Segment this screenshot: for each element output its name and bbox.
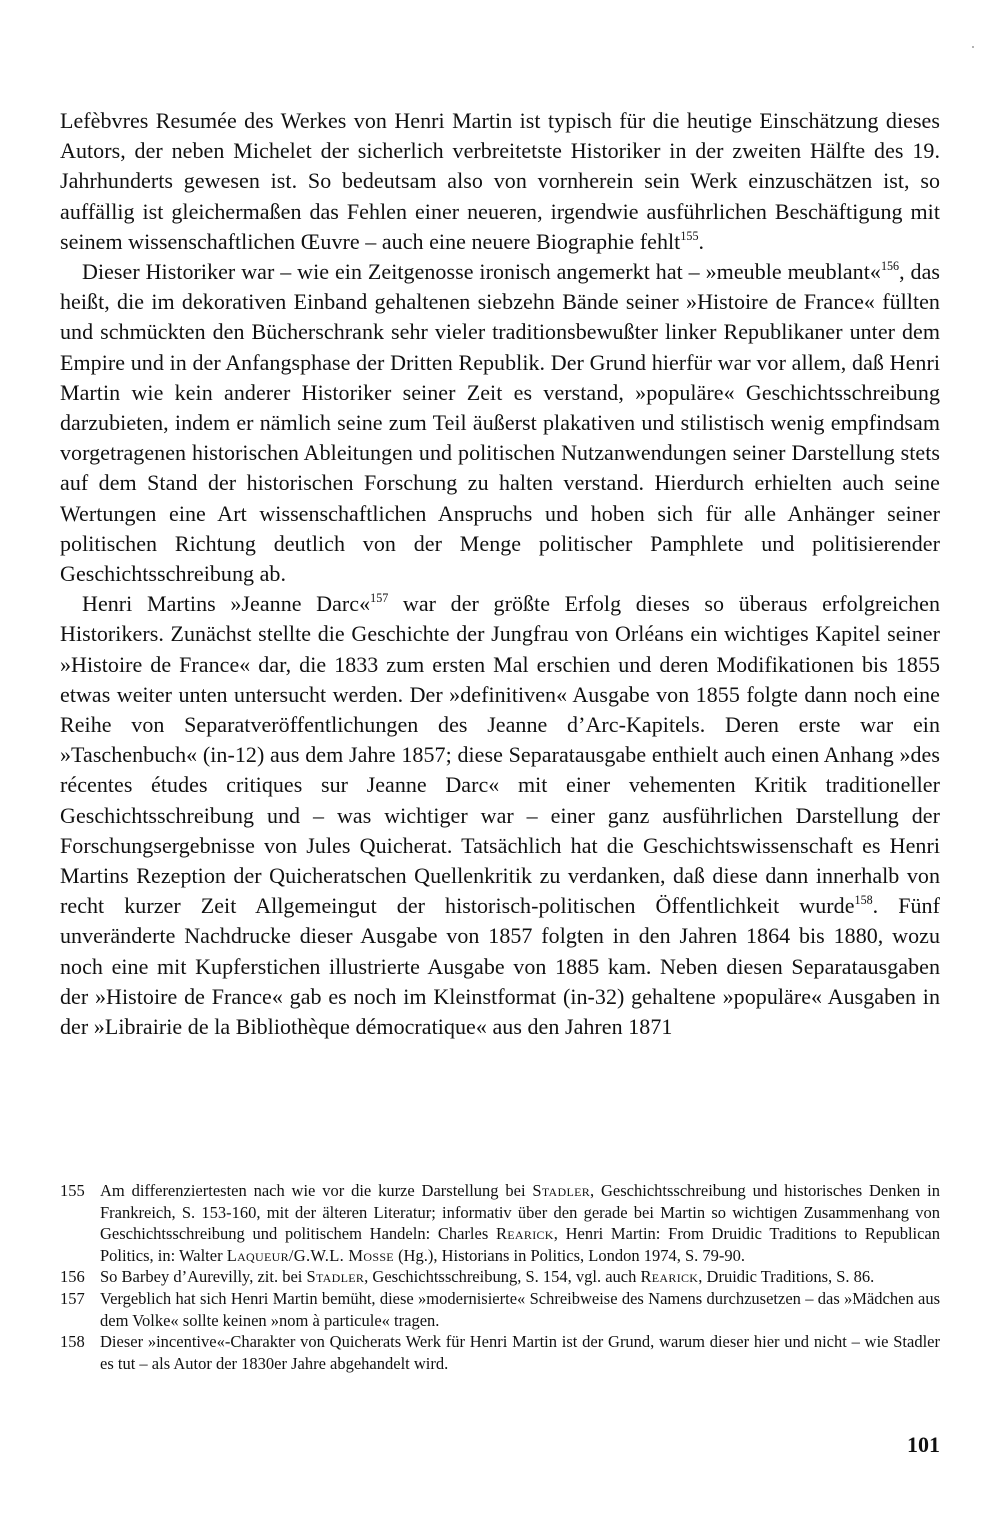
footnote-number: 156 bbox=[60, 1267, 85, 1287]
footnote-text bbox=[100, 1266, 940, 1288]
paragraph bbox=[60, 106, 940, 257]
text-run: , Geschichtsschreibung und historisches Denken in Frankreich, S. 153-160, mit der älteren Literatur; informativ über den gerade bei Martin so wichtigen Zusammenhang von Geschichtsschreibung und politischem Handeln: Charles bbox=[100, 1181, 940, 1244]
footnote-number: 155 bbox=[60, 1181, 85, 1200]
text-run: , Druidic Traditions, S. 86. bbox=[698, 1267, 875, 1287]
footnote-ref-158[interactable]: 158 bbox=[854, 893, 873, 908]
text-run: war der größte Erfolg dieses so überaus erfolgreichen Historikers. Zunächst stellte die Geschichte der Jungfrau von Orléans ein wichtiges Kapitel seiner »Histoire de France« dar, die 1833 zum ersten Mal erschien und deren Modifikationen bis 1855 etwas weiter unten untersucht werden. Der »definitiven« Ausgabe von 1855 folgte dann noch eine Reihe von Separatveröffentlichungen des Jeanne d’Arc-Kapitels. Deren erste war ein »Taschenbuch« (in-12) aus dem Jahre 1857; diese Separatausgabe enthielt auch einen Anhang »des récentes études critiques sur Jeanne Darc« mit einer vehementen Kritik traditioneller Geschichtsschreibung und – was wichtiger war – einer ganz ausführlichen Darstellung der Forschungsergebnisse von Jules Quicherat. Tatsächlich hat die Geschichtswissenschaft es Henri Martins Rezeption der Quicheratschen Quellenkritik zu verdanken, daß diese dann innerhalb von recht kurzer Zeit Allgemeingut der historisch-politischen Öffentlichkeit wurde bbox=[60, 591, 940, 919]
text-run: Am differenziertesten nach wie vor die kurze Darstellung bei bbox=[100, 1181, 533, 1200]
scan-speck bbox=[972, 46, 974, 48]
footnote-ref-155[interactable]: 155 bbox=[680, 228, 699, 243]
text-run: . Fünf unveränderte Nachdrucke dieser Ausgabe von 1857 folgten in den Jahren 1864 bis 1880, wozu noch eine mit Kupferstichen illustrierte Ausgabe von 1885 kam. Neben diesen Separatausgaben der »Histoire de France« gab es noch im Kleinstformat (in-32) gehaltene »populäre« Ausgaben in der »Librairie de la Bibliothèque démocratique« aus den Jahren 1871 bbox=[60, 893, 940, 1040]
text-run: , das heißt, die im dekorativen Einband gehaltenen siebzehn Bände seiner »Histoire de France« füllten und schmückten den Bücherschrank sehr vieler traditionsbewußter linker Republikaner unter dem Empire und in der Anfangsphase der Dritten Republik. Der Grund hierfür war vor allem, daß Henri Martin wie kein anderer Historiker seiner Zeit es verstand, »populäre« Geschichtsschreibung darzubieten, indem er nämlich seine zum Teil äußerst plakativen und stilistisch wenig empfindsam vorgetragenen historischen Ableitungen und politischen Nutzanwendungen seiner Darstellung stets auf dem Stand der historischen Forschung zu halten verstand. Hierdurch erhielten auch seine Wertungen eine Art wissenschaftlichen Anspruchs und hoben sich für alle Anhänger seiner politischen Richtung deutlich von der Menge politischer Pamphlete und politisierender Geschichtsschreibung ab. bbox=[60, 259, 940, 587]
footnote-text bbox=[100, 1288, 940, 1331]
page-number: 101 bbox=[907, 1432, 940, 1457]
paragraph bbox=[60, 257, 940, 589]
footnote-number: 158 bbox=[60, 1332, 85, 1352]
paragraph bbox=[60, 589, 940, 1042]
text-run: Henri Martins »Jeanne Darc« bbox=[82, 591, 371, 617]
footnote-ref-157[interactable]: 157 bbox=[370, 591, 389, 606]
footnote-157 bbox=[60, 1288, 940, 1331]
author-name: Stadler bbox=[532, 1181, 591, 1200]
author-name: Rearick bbox=[640, 1267, 699, 1287]
footnote-text bbox=[100, 1180, 940, 1266]
text-run: Lefèbvres Resumée des Werkes von Henri Martin ist typisch für die heutige Einschätzung dieses Autors, der neben Michelet der sicherlich verbreitetste Historiker in der zweiten Hälfte des 19. Jahrhunderts gewesen ist. So bedeutsam also von vornherein sein Werk einzuschätzen ist, so auffällig ist gleichermaßen das Fehlen einer neueren, irgendwie ausführlichen Beschäftigung mit seinem wissenschaftlichen Œuvre – auch eine neuere Biographie fehlt bbox=[60, 108, 940, 254]
text-run: (Hg.), Historians in Politics, London 1974, S. 79-90. bbox=[393, 1245, 746, 1265]
text-run: Dieser Historiker war – wie ein Zeitgenosse ironisch angemerkt hat – »meuble meublant« bbox=[82, 259, 881, 285]
text-run: . bbox=[698, 228, 705, 254]
author-name: Stadler bbox=[306, 1267, 365, 1287]
text-run: So Barbey d’Aurevilly, zit. bei bbox=[100, 1267, 307, 1287]
footnote-ref-156[interactable]: 156 bbox=[880, 258, 900, 273]
footnote-number: 157 bbox=[60, 1288, 85, 1308]
text-run: Vergeblich hat sich Henri Martin bemüht, diese »modernisierte« Schreibweise des Namens durchzusetzen – das »Mädchen aus dem Volke« sollte keinen »nom à particule« tragen. bbox=[100, 1288, 940, 1330]
author-name: Laqueur/G.W.L. Mosse bbox=[226, 1245, 394, 1265]
text-run: , Geschichtsschreibung, S. 154, vgl. auch bbox=[364, 1267, 641, 1287]
footnote-155 bbox=[60, 1180, 940, 1266]
text-run: , Henri Martin: From Druidic Traditions to Republican Politics, in: Walter bbox=[100, 1224, 941, 1265]
footnote-text bbox=[100, 1331, 940, 1374]
main-text bbox=[60, 106, 940, 1042]
footnote-158 bbox=[60, 1331, 940, 1374]
text-run: Dieser »incentive«-Charakter von Quicherats Werk für Henri Martin ist der Grund, warum dieser hier und nicht – wie Stadler es tut – als Autor der 1830er Jahre abgehandelt wird. bbox=[100, 1332, 940, 1373]
author-name: Rearick bbox=[495, 1224, 554, 1244]
footnotes bbox=[60, 1180, 940, 1374]
footnote-156 bbox=[60, 1266, 940, 1288]
